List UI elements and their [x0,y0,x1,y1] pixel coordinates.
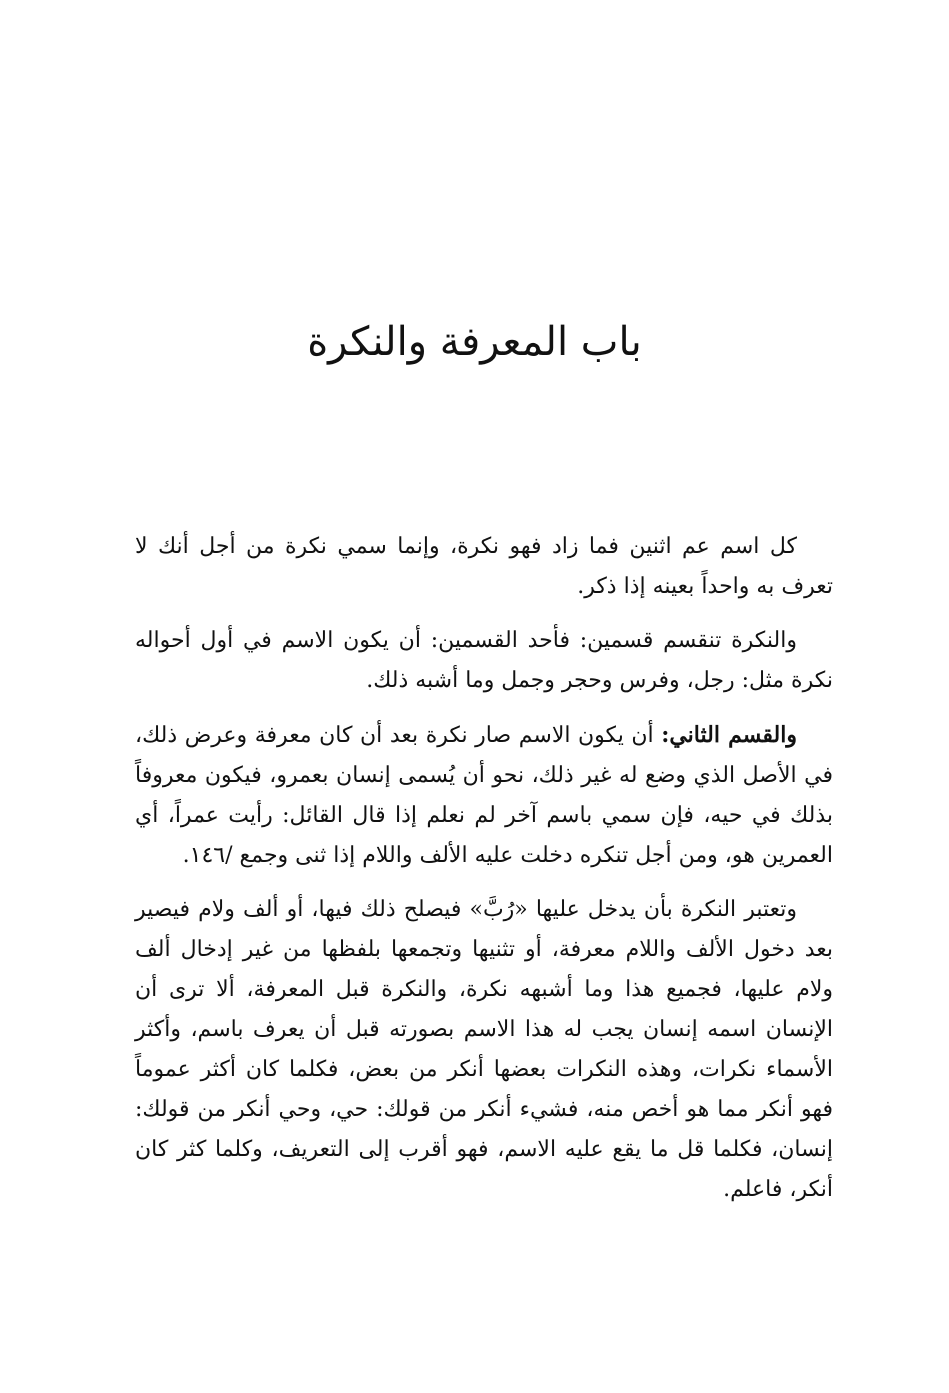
paragraph-3 [135,715,833,876]
paragraph-2-text: والنكرة تنقسم قسمين: فأحد القسمين: أن يكون الاسم في أول أحواله نكرة مثل: رجل، وفرس وحجر وجمل وما أشبه ذلك. [135,628,833,693]
paragraph-4-text: وتعتبر النكرة بأن يدخل عليها «رُبَّ» فيصلح ذلك فيها، أو ألف ولام فيصير بعد دخول الألف واللام معرفة، أو تثنيها وتجمعها بلفظها من غير إدخال ألف ولام عليها، فجميع هذا وما أشبهه نكرة، والنكرة قبل المعرفة، ألا ترى أن الإنسان اسمه إنسان يجب له هذا الاسم بصورته قبل أن يعرف باسم، وأكثر الأسماء نكرات، وهذه النكرات بعضها أنكر من بعض، فكلما كان أكثر عموماً فهو أنكر مما هو أخص منه، فشيء أنكر من قولك: حي، وحي أنكر من قولك: إنسان، فكلما قل ما يقع عليه الاسم، فهو أقرب إلى التعريف، وكلما كثر كان أنكر، فاعلم. [135,897,833,1202]
paragraph-3-lead: والقسم الثاني: [661,722,797,748]
paragraph-2 [135,621,833,701]
paragraph-1 [135,527,833,607]
body-text [135,527,833,1224]
chapter-title: باب المعرفة والنكرة [307,319,642,365]
paragraph-1-text: كل اسم عم اثنين فما زاد فهو نكرة، وإنما سمي نكرة من أجل أنك لا تعرف به واحداً بعينه إذا ذكر. [135,534,833,599]
paragraph-4 [135,890,833,1210]
paragraph-3-text: أن يكون الاسم صار نكرة بعد أن كان معرفة وعرض ذلك، في الأصل الذي وضع له غير ذلك، نحو أن يُسمى إنسان بعمرو، فيكون معروفاً بذلك في حيه، فإن سمي باسم آخر لم نعلم إذا قال القائل: رأيت عمراً، أي العمرين هو، ومن أجل تنكره دخلت عليه الألف واللام إذا ثنى وجمع /١٤٦. [135,723,833,868]
